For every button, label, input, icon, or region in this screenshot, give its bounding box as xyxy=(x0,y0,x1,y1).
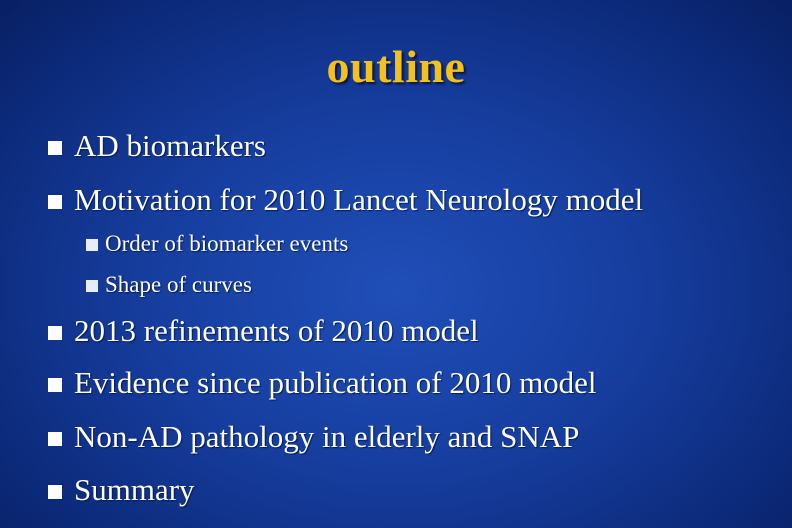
bullet-text: Evidence since publication of 2010 model xyxy=(74,365,597,400)
bullet-text: Summary xyxy=(74,472,195,507)
bullet-text: Non-AD pathology in elderly and SNAP xyxy=(74,419,580,454)
bullet-item-motivation xyxy=(48,182,643,218)
bullet-text: AD biomarkers xyxy=(74,128,266,163)
bullet-item-evidence xyxy=(48,365,597,401)
square-bullet-icon xyxy=(48,195,62,209)
square-bullet-icon xyxy=(86,280,98,292)
sub-bullet-text: Order of biomarker events xyxy=(105,231,349,256)
square-bullet-icon xyxy=(48,378,62,392)
sub-bullet-item-order xyxy=(86,231,348,257)
square-bullet-icon xyxy=(48,432,62,446)
square-bullet-icon xyxy=(48,485,62,499)
square-bullet-icon xyxy=(86,239,98,251)
slide-title: outline xyxy=(326,41,466,92)
square-bullet-icon xyxy=(48,141,62,155)
bullet-item-summary xyxy=(48,472,195,508)
bullet-item-2013-refinements xyxy=(48,313,479,349)
bullet-text: 2013 refinements of 2010 model xyxy=(74,313,479,348)
bullet-item-non-ad-pathology xyxy=(48,419,579,455)
square-bullet-icon xyxy=(48,326,62,340)
sub-bullet-item-shape xyxy=(86,272,252,298)
bullet-text: Motivation for 2010 Lancet Neurology model xyxy=(74,182,644,217)
bullet-item-ad-biomarkers xyxy=(48,128,266,164)
sub-bullet-text: Shape of curves xyxy=(105,272,252,297)
